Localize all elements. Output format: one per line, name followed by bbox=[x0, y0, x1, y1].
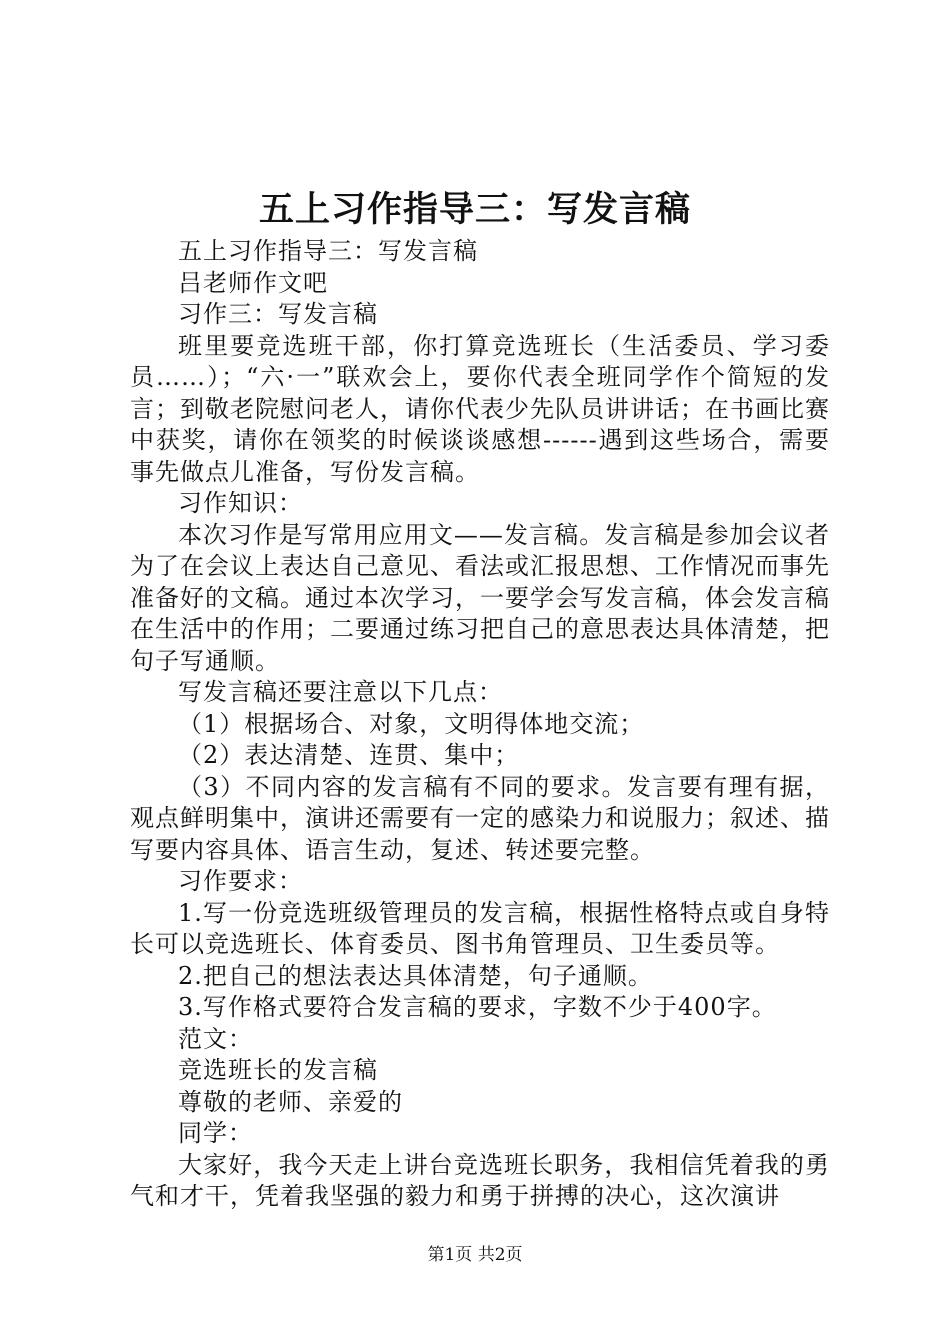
paragraph: 习作知识： bbox=[178, 489, 303, 517]
page-title: 五上习作指导三：写发言稿 bbox=[258, 189, 691, 230]
paragraph: 习作要求： bbox=[178, 867, 303, 895]
paragraph: 习作三：写发言稿 bbox=[178, 300, 378, 328]
paragraph: 写发言稿还要注意以下几点： bbox=[178, 678, 503, 706]
paragraph: 尊敬的老师、亲爱的 bbox=[178, 1087, 403, 1116]
page-footer: 第1页 共2页 bbox=[427, 1245, 523, 1265]
paragraph: 1.写一份竞选班级管理员的发言稿，根据性格特点或自身特长可以竞选班长、体育委员、图书角管理员、卫生委员等。 bbox=[130, 898, 830, 958]
paragraph: 同学： bbox=[178, 1119, 253, 1147]
paragraph: 五上习作指导三：写发言稿 bbox=[178, 237, 478, 265]
paragraph: （1）根据场合、对象，文明得体地交流； bbox=[178, 709, 645, 738]
paragraph: 班里要竞选班干部，你打算竞选班长（生活委员、学习委员……）；“六·一”联欢会上，要你代表全班同学作个简短的发言；到敬老院慰问老人，请你代表少先队员讲讲话；在书画比赛中获奖，请你在领奖的时候谈谈感想------遇到这些场合，需要事先做点儿准备，写份发言稿。 bbox=[130, 331, 830, 486]
paragraph: 3.写作格式要符合发言稿的要求，字数不少于400字。 bbox=[178, 993, 777, 1021]
document-body bbox=[130, 236, 830, 1213]
paragraph: 2.把自己的想法表达具体清楚，句子通顺。 bbox=[178, 961, 653, 990]
paragraph: 吕老师作文吧 bbox=[178, 268, 328, 297]
paragraph: （3）不同内容的发言稿有不同的要求。发言要有理有据，观点鲜明集中，演讲还需要有一定的感染力和说服力；叙述、描写要内容具体、语言生动，复述、转述要完整。 bbox=[130, 772, 830, 864]
paragraph: （2）表达清楚、连贯、集中； bbox=[178, 741, 520, 769]
paragraph: 本次习作是写常用应用文——发言稿。发言稿是参加会议者为了在会议上表达自己意见、看法或汇报思想、工作情况而事先准备好的文稿。通过本次学习，一要学会写发言稿，体会发言稿在生活中的作用；二要通过练习把自己的意思表达具体清楚，把句子写通顺。 bbox=[130, 520, 830, 675]
paragraph: 大家好，我今天走上讲台竞选班长职务，我相信凭着我的勇气和才干，凭着我坚强的毅力和勇于拼搏的决心，这次演讲 bbox=[130, 1150, 830, 1210]
paragraph: 竞选班长的发言稿 bbox=[178, 1056, 378, 1084]
paragraph: 范文： bbox=[178, 1024, 253, 1053]
